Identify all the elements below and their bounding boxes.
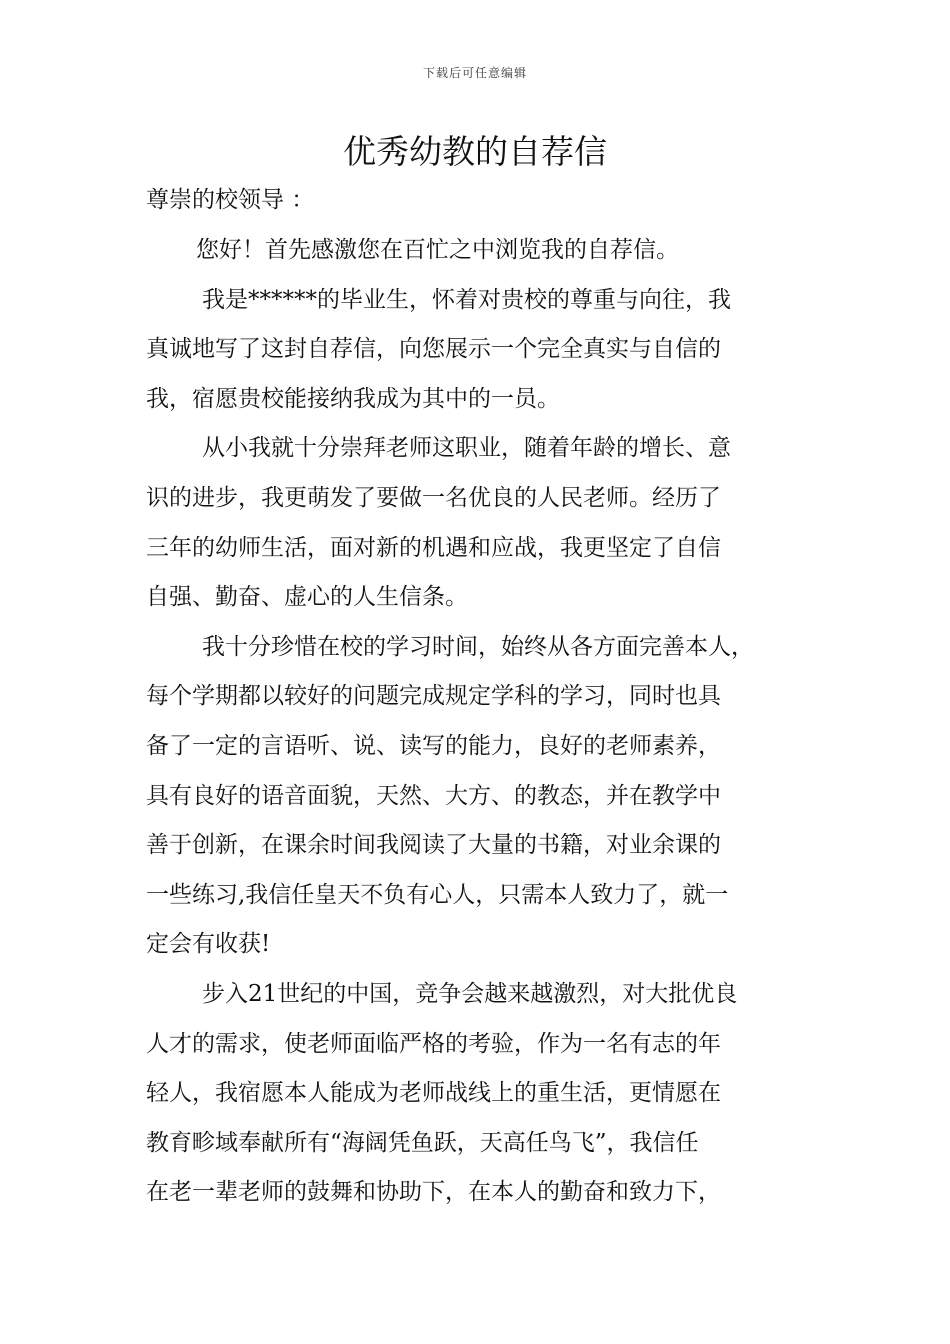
paragraph-line: 识的进步，我更萌发了要做一名优良的人民老师。经历了 (146, 484, 721, 511)
paragraph-line: 具有良好的语音面貌，天然、大方、的教态，并在教学中 (146, 782, 721, 809)
paragraph-line: 轻人，我宿愿本人能成为老师战线上的重生活，更情愿在 (146, 1080, 721, 1107)
paragraph-line: 自强、勤奋、虚心的人生信条。 (146, 584, 468, 611)
paragraph-line: 我十分珍惜在校的学习时间，始终从各方面完善本人， (202, 633, 754, 660)
letter-body (146, 226, 808, 1218)
paragraph-line: 步入21世纪的中国，竞争会越来越激烈，对大批优良 (202, 980, 738, 1007)
paragraph-line: 我是******的毕业生，怀着对贵校的尊重与向往，我 (202, 286, 731, 313)
paragraph-line: 您好！首先感激您在百忙之中浏览我的自荐信。 (196, 237, 679, 263)
document-title: 优秀幼教的自荐信 (343, 132, 607, 171)
paragraph-line: 教育畛域奉献所有“海阔凭鱼跃，天高任鸟飞”，我信任 (146, 1129, 699, 1156)
paragraph-line: 真诚地写了这封自荐信，向您展示一个完全真实与自信的 (146, 336, 721, 363)
header-note: 下载后可任意编辑 (422, 66, 527, 80)
paragraph-line: 善于创新，在课余时间我阅读了大量的书籍，对业余课的 (146, 832, 721, 859)
paragraph-line: 备了一定的言语听、说、读写的能力，良好的老师素养， (146, 732, 721, 759)
paragraph-line: 一些练习,我信任皇天不负有心人，只需本人致力了，就一 (146, 881, 729, 908)
salutation: 尊崇的校领导 ： (146, 187, 315, 213)
paragraph-line: 人才的需求，使老师面临严格的考验，作为一名有志的年 (146, 1030, 721, 1057)
paragraph-line: 在老一辈老师的鼓舞和协助下，在本人的勤奋和致力下， (146, 1179, 721, 1206)
paragraph-line: 我，宿愿贵校能接纳我成为其中的一员。 (146, 385, 560, 412)
paragraph-line: 从小我就十分崇拜老师这职业，随着年龄的增长、意 (202, 435, 731, 462)
paragraph-line: 定会有收获! (146, 931, 271, 958)
paragraph-line: 三年的幼师生活，面对新的机遇和应战，我更坚定了自信 (146, 534, 721, 561)
paragraph-line: 每个学期都以较好的问题完成规定学科的学习，同时也具 (146, 683, 721, 710)
